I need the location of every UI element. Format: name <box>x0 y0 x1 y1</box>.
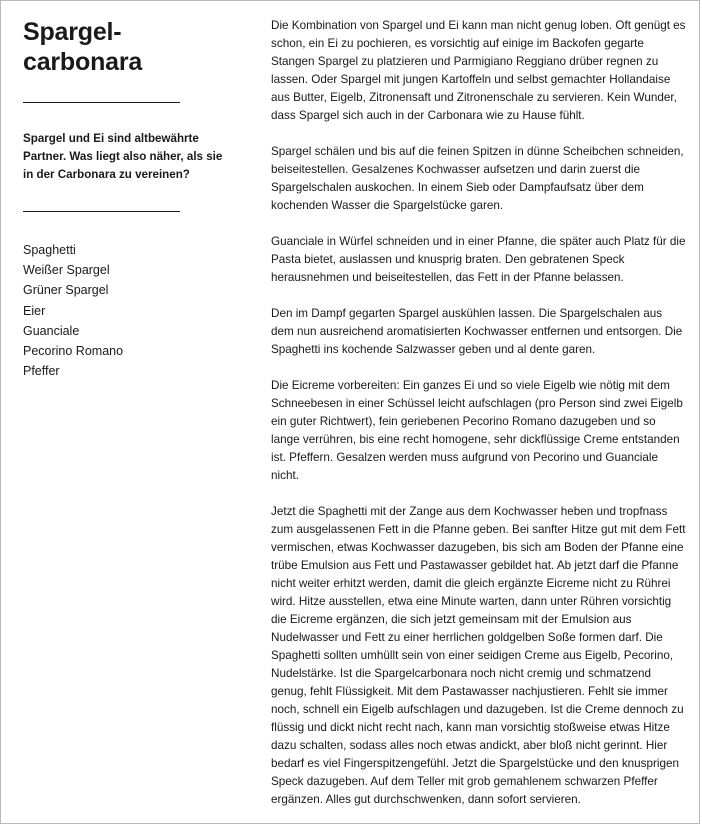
ingredient-item: Weißer Spargel <box>23 263 110 278</box>
ingredient-item: Spaghetti <box>23 243 76 257</box>
recipe-sidebar <box>23 17 223 381</box>
ingredient-item: Grüner Spargel <box>23 283 109 298</box>
recipe-title <box>23 17 223 77</box>
recipe-title-line1: Spargel- <box>23 18 122 46</box>
step-paragraph: Die Eicreme vorbereiten: Ein ganzes Ei und so viele Eigelb wie nötig mit dem Schneebesen in einer Schüssel leicht aufschlagen (pro Person sind zwei Eigelb ein guter Richtwert), fein geriebenen Pecorino Romano dazugeben und so lange verrühren, bis eine recht homogene, sehr dickflüssige Creme entstanden ist. Pfeffern. Gesalzen werden muss aufgrund von Pecorino und Guanciale nicht. <box>271 379 683 482</box>
divider-bottom <box>23 211 180 212</box>
recipe-body <box>271 17 686 827</box>
ingredient-list <box>23 240 223 381</box>
ingredient-item: Eier <box>23 303 46 318</box>
divider-top <box>23 102 180 103</box>
intro-paragraph: Die Kombination von Spargel und Ei kann man nicht genug loben. Oft genügt es schon, ein Ei zu pochieren, es vorsichtig auf einige im Backofen gegarte Stangen Spargel zu platzieren und Parmigiano Reggiano drüber regnen zu lassen. Oder Spargel mit jungen Kartoffeln und selbst gemachter Hollandaise aus Butter, Eigelb, Zitronensaft und Zitronenschale zu servieren. Kein Wunder, dass Spargel sich auch in der Carbonara wie zu Hause fühlt. <box>271 19 686 122</box>
ingredient-item: Guanciale <box>23 323 80 338</box>
step-paragraph: Guanciale in Würfel schneiden und in einer Pfanne, die später auch Platz für die Pasta bietet, auslassen und knusprig braten. Den gebratenen Speck herausnehmen und beiseitestellen, das Fett in der Pfanne belassen. <box>271 235 686 284</box>
recipe-subtitle: Spargel und Ei sind altbewährte Partner. Was liegt also näher, als sie in der Carbonara zu vereinen? <box>23 132 223 181</box>
ingredient-item: Pfeffer <box>23 364 60 379</box>
ingredient-item: Pecorino Romano <box>23 344 124 359</box>
step-paragraph: Jetzt die Spaghetti mit der Zange aus dem Kochwasser heben und tropfnass zum ausgelassenen Fett in die Pfanne geben. Bei sanfter Hitze gut mit dem Fett vermischen, etwas Kochwasser dazugeben, bis sich am Boden der Pfanne eine trübe Emulsion aus Fett und Pastawasser gebildet hat. Ab jetzt darf die Pfanne nicht weiter erhitzt werden, damit die gleich ergänzte Eicreme nicht zu Rührei wird. Hitze ausstellen, etwa eine Minute warten, dann unter Rühren vorsichtig die Eicreme ergänzen, die sich jetzt gemeinsam mit der Emulsion aus Nudelwasser und Fett zu einer herrlichen goldgelben Soße formen darf. Die Spaghetti sollten umhüllt sein von einer seidigen Creme aus Eigelb, Pecorino, Nudelstärke. Ist die Spargelcarbonara noch nicht cremig und schmatzend genug, fehlt Flüssigkeit. Mit dem Pastawasser nachjustieren. Fehlt sie immer noch, schnell ein Eigelb aufschlagen und dazugeben. Ist die Creme dennoch zu flüssig und dickt nicht recht nach, kann man vorsichtig stoßweise etwas Hitze dazu schalten, sodass alles noch etwas andickt, aber bloß nicht gerinnt. Hier bedarf es viel Fingerspitzengefühl. Jetzt die Spargelstücke und den knusprigen Speck dazugeben. Auf dem Teller mit grob gemahlenem schwarzen Pfeffer ergänzen. Alles gut durchschwenken, dann sofort servieren. <box>271 505 686 806</box>
recipe-title-line2: carbonara <box>23 48 143 76</box>
step-paragraph: Den im Dampf gegarten Spargel auskühlen lassen. Die Spargelschalen aus dem nun ausreichend aromatisierten Kochwasser entfernen und entsorgen. Die Spaghetti ins kochende Salzwasser geben und al dente garen. <box>271 307 683 356</box>
step-paragraph: Spargel schälen und bis auf die feinen Spitzen in dünne Scheibchen schneiden, beiseitestellen. Gesalzenes Kochwasser aufsetzen und darin zuerst die Spargelschalen auskochen. In einem Sieb oder Dampfaufsatz über dem kochenden Wasser die Spargelstücke garen. <box>271 145 684 212</box>
